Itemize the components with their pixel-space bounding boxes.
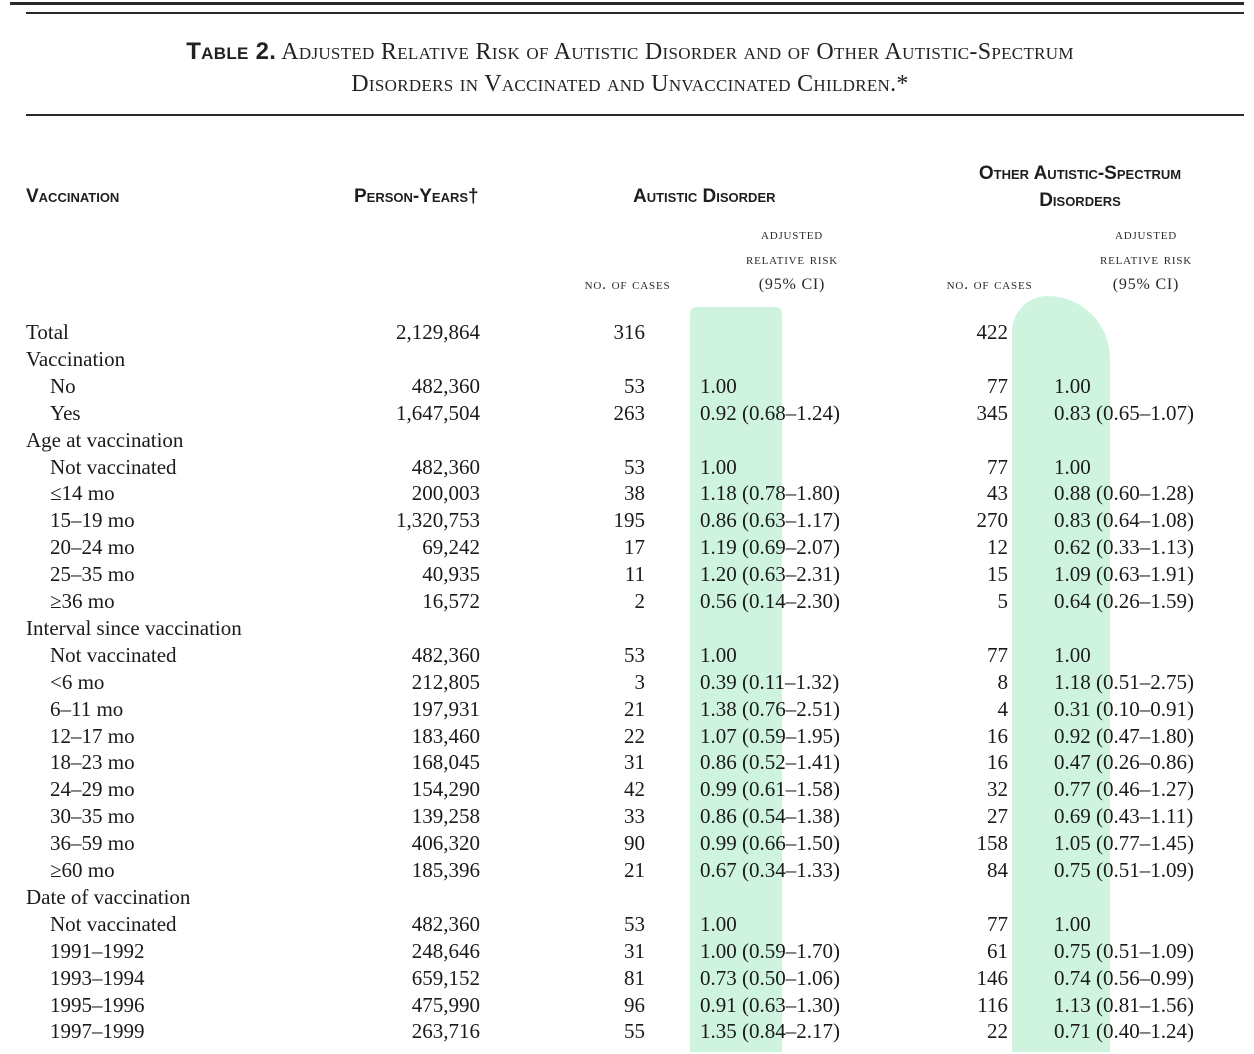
row-label: 1993–1994 [50, 965, 145, 990]
other-risk-cell: 0.69 (0.43–1.11) [1054, 804, 1194, 829]
autistic-cases-cell: 33 [624, 804, 645, 829]
other-cases-cell: 77 [987, 373, 1008, 398]
other-cases-cell: 116 [977, 992, 1008, 1017]
subheader-adjusted-1: adjusted [760, 226, 823, 243]
other-cases-cell: 77 [987, 642, 1008, 667]
autistic-risk-cell: 0.92 (0.68–1.24) [700, 400, 840, 425]
table-row [0, 454, 1254, 481]
other-risk-cell: 0.62 (0.33–1.13) [1054, 535, 1194, 560]
subheader-relative-risk-2: relative risk [1099, 251, 1192, 268]
autistic-risk-cell: 1.00 [700, 454, 737, 479]
autistic-risk-cell: 0.86 (0.54–1.38) [700, 804, 840, 829]
row-label: <6 mo [50, 669, 105, 694]
row-label: ≤14 mo [50, 481, 115, 506]
row-label: 15–19 mo [50, 508, 135, 533]
autistic-risk-cell: 0.73 (0.50–1.06) [700, 965, 840, 990]
other-cases-cell: 77 [987, 454, 1008, 479]
autistic-risk-cell: 0.67 (0.34–1.33) [700, 858, 840, 882]
autistic-cases-cell: 42 [624, 777, 645, 802]
subheader-adjusted-rr-1 [712, 222, 872, 297]
table-row [0, 857, 1254, 884]
table-row [0, 373, 1254, 400]
other-risk-cell: 1.00 [1054, 454, 1091, 479]
table-row [0, 830, 1254, 857]
header-person-years: Person-Years† [354, 186, 479, 207]
person-years-cell: 482,360 [411, 454, 480, 479]
row-label: Not vaccinated [50, 642, 177, 667]
row-label: ≥60 mo [50, 858, 115, 882]
person-years-cell: 2,129,864 [396, 320, 480, 344]
row-label: 20–24 mo [50, 535, 135, 560]
person-years-cell: 69,242 [422, 535, 480, 560]
other-cases-cell: 32 [987, 777, 1008, 802]
table-row [0, 803, 1254, 830]
row-label: 18–23 mo [50, 750, 135, 775]
table-number: Table 2. [186, 38, 277, 65]
other-cases-cell: 84 [987, 858, 1008, 882]
person-years-cell: 212,805 [411, 669, 480, 694]
other-cases-cell: 422 [976, 320, 1008, 344]
autistic-cases-cell: 38 [624, 481, 645, 506]
autistic-risk-cell: 0.39 (0.11–1.32) [700, 669, 840, 694]
other-risk-cell: 1.00 [1054, 911, 1091, 936]
person-years-cell: 1,320,753 [396, 508, 480, 533]
other-cases-cell: 270 [976, 508, 1008, 533]
title-line-1: Adjusted Relative Risk of Autistic Disorder and of Other Autistic-Spectrum [281, 39, 1074, 65]
header-other-asd-line-2: Disorders [1039, 190, 1121, 211]
table-row [0, 588, 1254, 615]
autistic-cases-cell: 31 [624, 750, 645, 775]
person-years-cell: 200,003 [411, 481, 480, 506]
header-autistic-disorder: Autistic Disorder [633, 186, 776, 207]
autistic-risk-cell: 0.91 (0.63–1.30) [700, 992, 840, 1017]
person-years-cell: 139,258 [411, 804, 480, 829]
person-years-cell: 197,931 [411, 696, 480, 721]
row-label: 24–29 mo [50, 777, 135, 802]
other-cases-cell: 158 [976, 831, 1008, 856]
autistic-cases-cell: 53 [624, 373, 645, 398]
person-years-cell: 659,152 [411, 965, 480, 990]
autistic-risk-cell: 0.99 (0.66–1.50) [700, 831, 840, 856]
other-cases-cell: 4 [997, 696, 1008, 721]
person-years-cell: 475,990 [411, 992, 480, 1017]
other-risk-cell: 0.92 (0.47–1.80) [1054, 723, 1194, 748]
row-label: Date of vaccination [26, 884, 191, 909]
other-cases-cell: 12 [987, 535, 1008, 560]
table-row [0, 911, 1254, 938]
autistic-risk-cell: 0.86 (0.52–1.41) [700, 750, 840, 775]
other-risk-cell: 1.00 [1054, 642, 1091, 667]
row-label: No [50, 373, 76, 398]
autistic-risk-cell: 1.19 (0.69–2.07) [700, 535, 840, 560]
other-cases-cell: 345 [976, 400, 1008, 425]
table-row [0, 669, 1254, 696]
other-risk-cell: 0.83 (0.65–1.07) [1054, 400, 1194, 425]
subheader-adjusted-rr-2 [1066, 222, 1226, 297]
person-years-cell: 168,045 [411, 750, 480, 775]
other-cases-cell: 146 [976, 965, 1008, 990]
other-cases-cell: 16 [987, 750, 1008, 775]
subheader-no-cases-1: no. of cases [584, 276, 671, 293]
table-row [0, 319, 1254, 346]
other-risk-cell: 1.05 (0.77–1.45) [1054, 831, 1194, 856]
autistic-cases-cell: 55 [624, 1019, 645, 1044]
other-risk-cell: 0.64 (0.26–1.59) [1054, 589, 1194, 613]
header-vaccination: Vaccination [26, 186, 120, 207]
table-row [0, 346, 1254, 373]
row-label: 30–35 mo [50, 804, 135, 829]
row-label: 25–35 mo [50, 562, 135, 587]
autistic-risk-cell: 1.00 (0.59–1.70) [700, 938, 840, 963]
subheader-adjusted-2: adjusted [1114, 226, 1177, 243]
table-row [0, 723, 1254, 750]
subheader-ci-1: (95% CI) [758, 276, 826, 293]
row-label: 1997–1999 [50, 1019, 145, 1044]
other-risk-cell: 1.13 (0.81–1.56) [1054, 992, 1194, 1017]
row-label: Age at vaccination [26, 427, 184, 452]
other-risk-cell: 1.18 (0.51–2.75) [1054, 669, 1194, 694]
other-risk-cell: 0.74 (0.56–0.99) [1054, 965, 1194, 990]
row-label: 1991–1992 [50, 938, 145, 963]
other-risk-cell: 0.77 (0.46–1.27) [1054, 777, 1194, 802]
top-rule-thick [10, 2, 1244, 5]
other-cases-cell: 22 [987, 1019, 1008, 1044]
subheader-relative-risk-1: relative risk [745, 251, 838, 268]
table-row [0, 965, 1254, 992]
subheader-no-cases-2: no. of cases [946, 276, 1033, 293]
row-label: Interval since vaccination [26, 615, 242, 640]
person-years-cell: 1,647,504 [396, 400, 480, 425]
person-years-cell: 263,716 [411, 1019, 480, 1044]
row-label: Yes [50, 400, 81, 425]
table-row [0, 480, 1254, 507]
autistic-cases-cell: 90 [624, 831, 645, 856]
person-years-cell: 40,935 [422, 562, 480, 587]
table-row [0, 642, 1254, 669]
top-rule-thin [26, 12, 1244, 14]
autistic-risk-cell: 1.00 [700, 911, 737, 936]
table-row [0, 1018, 1254, 1045]
autistic-cases-cell: 21 [624, 696, 645, 721]
other-risk-cell: 0.31 (0.10–0.91) [1054, 696, 1194, 721]
autistic-risk-cell: 0.56 (0.14–2.30) [700, 589, 840, 613]
autistic-risk-cell: 1.20 (0.63–2.31) [700, 562, 840, 587]
person-years-cell: 185,396 [411, 858, 480, 882]
table-row [0, 427, 1254, 454]
person-years-cell: 482,360 [411, 642, 480, 667]
person-years-cell: 406,320 [411, 831, 480, 856]
autistic-cases-cell: 3 [634, 669, 645, 694]
row-label: Vaccination [26, 346, 126, 371]
autistic-risk-cell: 1.38 (0.76–2.51) [700, 696, 840, 721]
other-risk-cell: 1.00 [1054, 373, 1091, 398]
other-cases-cell: 5 [997, 589, 1008, 613]
table-row [0, 561, 1254, 588]
other-cases-cell: 8 [997, 669, 1008, 694]
autistic-cases-cell: 11 [624, 562, 645, 587]
table-row [0, 749, 1254, 776]
row-label: 1995–1996 [50, 992, 145, 1017]
autistic-cases-cell: 53 [624, 454, 645, 479]
other-risk-cell: 0.75 (0.51–1.09) [1054, 938, 1194, 963]
table-row [0, 884, 1254, 911]
table-row [0, 400, 1254, 427]
table-row [0, 938, 1254, 965]
other-risk-cell: 0.75 (0.51–1.09) [1054, 858, 1194, 882]
other-cases-cell: 77 [987, 911, 1008, 936]
table-row [0, 776, 1254, 803]
autistic-risk-cell: 1.18 (0.78–1.80) [700, 481, 840, 506]
other-cases-cell: 27 [987, 804, 1008, 829]
autistic-cases-cell: 22 [624, 723, 645, 748]
header-other-asd [940, 160, 1220, 214]
autistic-cases-cell: 31 [624, 938, 645, 963]
row-label: Not vaccinated [50, 454, 177, 479]
person-years-cell: 248,646 [411, 938, 480, 963]
autistic-cases-cell: 21 [624, 858, 645, 882]
other-cases-cell: 16 [987, 723, 1008, 748]
table-row [0, 534, 1254, 561]
title-line-2: Disorders in Vaccinated and Unvaccinated Children.* [351, 71, 909, 97]
other-risk-cell: 1.09 (0.63–1.91) [1054, 562, 1194, 587]
other-cases-cell: 43 [987, 481, 1008, 506]
other-cases-cell: 15 [987, 562, 1008, 587]
table-row [0, 615, 1254, 642]
other-cases-cell: 61 [987, 938, 1008, 963]
person-years-cell: 16,572 [422, 589, 480, 613]
autistic-risk-cell: 0.99 (0.61–1.58) [700, 777, 840, 802]
table-row [0, 507, 1254, 534]
other-risk-cell: 0.71 (0.40–1.24) [1054, 1019, 1194, 1044]
row-label: 12–17 mo [50, 723, 135, 748]
autistic-cases-cell: 96 [624, 992, 645, 1017]
other-risk-cell: 0.47 (0.26–0.86) [1054, 750, 1194, 775]
autistic-cases-cell: 53 [624, 642, 645, 667]
table-title [40, 36, 1220, 100]
header-other-asd-line-1: Other Autistic-Spectrum [978, 163, 1182, 184]
header-rule [26, 114, 1244, 116]
other-risk-cell: 0.88 (0.60–1.28) [1054, 481, 1194, 506]
row-label: Total [26, 320, 69, 344]
autistic-risk-cell: 1.07 (0.59–1.95) [700, 723, 840, 748]
row-label: Not vaccinated [50, 911, 177, 936]
autistic-risk-cell: 1.35 (0.84–2.17) [700, 1019, 840, 1044]
autistic-cases-cell: 2 [634, 589, 645, 613]
autistic-cases-cell: 316 [613, 320, 645, 344]
autistic-risk-cell: 0.86 (0.63–1.17) [700, 508, 840, 533]
row-label: ≥36 mo [50, 589, 115, 613]
row-label: 36–59 mo [50, 831, 135, 856]
autistic-cases-cell: 195 [613, 508, 645, 533]
person-years-cell: 154,290 [411, 777, 480, 802]
row-label: 6–11 mo [50, 696, 124, 721]
person-years-cell: 482,360 [411, 911, 480, 936]
table-row [0, 992, 1254, 1019]
autistic-cases-cell: 263 [613, 400, 645, 425]
other-risk-cell: 0.83 (0.64–1.08) [1054, 508, 1194, 533]
autistic-cases-cell: 81 [624, 965, 645, 990]
autistic-risk-cell: 1.00 [700, 373, 737, 398]
person-years-cell: 482,360 [411, 373, 480, 398]
table-row [0, 696, 1254, 723]
autistic-cases-cell: 17 [624, 535, 645, 560]
autistic-risk-cell: 1.00 [700, 642, 737, 667]
autistic-cases-cell: 53 [624, 911, 645, 936]
subheader-ci-2: (95% CI) [1112, 276, 1180, 293]
person-years-cell: 183,460 [411, 723, 480, 748]
